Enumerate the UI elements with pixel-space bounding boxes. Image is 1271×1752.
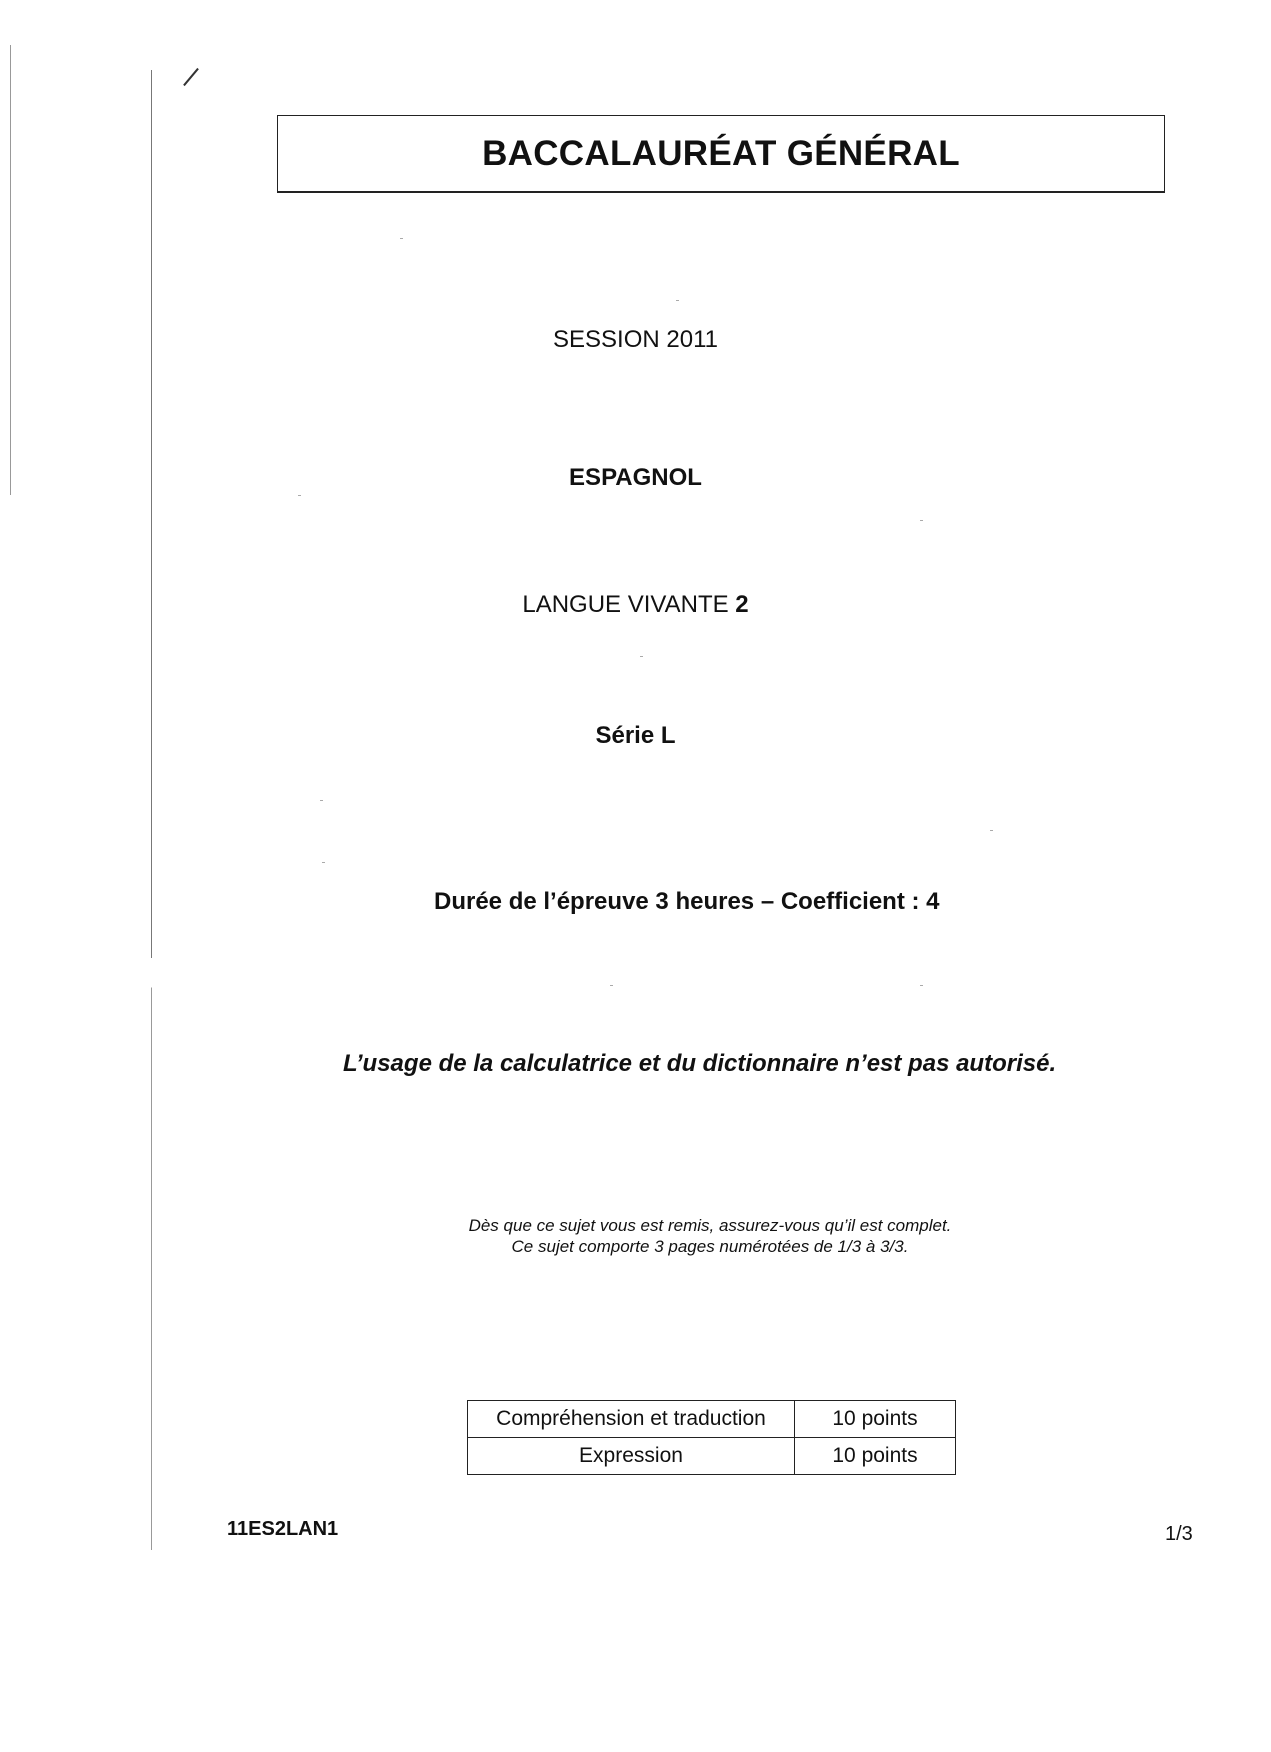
section-cell: Expression [468,1438,795,1475]
language-level-label [0,591,1271,619]
instructions [400,1215,1020,1257]
points-cell: 10 points [795,1438,956,1475]
language-level-number: 2 [735,591,749,618]
points-cell: 10 points [795,1401,956,1438]
instruction-line: Dès que ce sujet vous est remis, assurez-vous qu’il est complet. [468,1216,952,1235]
duration-label: Durée de l’épreuve 3 heures – Coefficient : 4 [434,888,940,915]
scan-margin-line [151,70,152,1550]
page-number: 1/3 [1165,1523,1193,1545]
pen-mark [183,68,199,86]
scan-speck [610,985,613,986]
table-row [468,1401,956,1438]
scan-speck [920,985,923,986]
section-cell: Compréhension et traduction [468,1401,795,1438]
scan-speck [320,800,323,801]
title-box [277,115,1165,193]
session-label: SESSION 2011 [553,326,718,353]
exam-title: BACCALAURÉAT GÉNÉRAL [482,133,960,173]
language-level-prefix: LANGUE VIVANTE [522,591,736,618]
scan-speck [400,238,403,239]
points-table [467,1400,956,1475]
scan-speck [990,830,993,831]
instruction-line: Ce sujet comporte 3 pages numérotées de 1/3 à 3/3. [511,1237,909,1256]
scan-speck [298,495,301,496]
scan-speck [640,656,643,657]
subject-label: ESPAGNOL [569,464,702,491]
scan-speck [920,520,923,521]
scan-margin-line [10,45,11,495]
series-label: Série L [595,722,676,749]
usage-notice: L’usage de la calculatrice et du dictionnaire n’est pas autorisé. [343,1050,1057,1077]
scan-speck [676,300,679,301]
exam-code: 11ES2LAN1 [227,1518,339,1540]
scan-speck [322,862,325,863]
table-row [468,1438,956,1475]
